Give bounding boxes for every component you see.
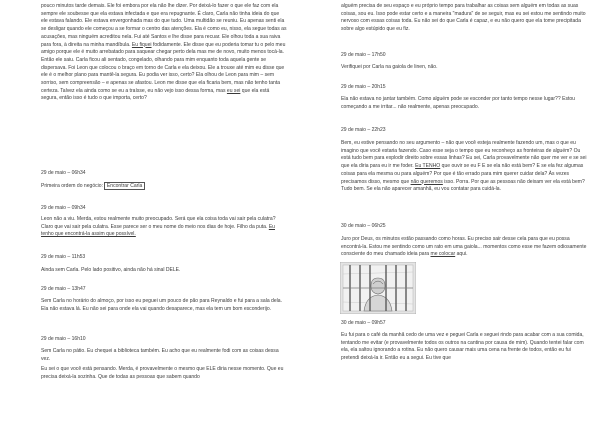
entry-text [41,366,287,381]
entry-date: 29 de maio – 17h50 [341,52,386,58]
entry-text [41,267,287,275]
entry-date: 29 de maio – 16h10 [41,336,86,342]
entry-date: 29 de maio – 20h15 [341,84,386,90]
intro-paragraph [341,3,587,34]
intro-paragraph [41,3,287,103]
entry-text [41,183,287,191]
underlined-text: me colocar [430,251,456,258]
text-run: Sem Carla no pátio. Eu chequei a biblioteca também. Eu acho que eu realmente fodi com as coisas dessa vez. [41,348,279,362]
text-run: Juro por Deus, os minutos estão passando como horas. Eu preciso sair desse cela para que eu possa encontrá-la. Estou me sentindo como um rato em uma gaiola... momentos como esse me fazem odiosamente consciente do meu chamado ideia para [341,236,587,258]
text-run: Verifiquei por Carla na gaiola de linen, não. [341,64,438,70]
text-run: alguém precisa de seu espaço e eu próprio tempo para trabalhar as coisas sem alguém em todas as suas coisas, sou eu. Isso pode estar certo e a maneira "madura" de se seguir, mas eu sei estou me sentindo muito nervoso com essas coisas toda. Eu não sei do que Carla é capaz, e eu não quero que ela tome precipitada sobre algo estúpido que eu fiz. [341,3,586,33]
text-run: Primeira ordem do negócio: [41,183,105,189]
entry-date: 30 de maio – 06h25 [341,223,386,229]
entry-text [41,298,287,313]
entry-text [41,348,287,363]
entry-text [341,96,587,111]
entry-text [41,216,287,239]
underlined-text: eu sei [226,87,241,94]
text-run: Ela não estava no jantar também. Como alguém pode se esconder por tanto tempo nesse lugar?? Estou começando a me irritar... não realmente, apenas preocupado. [341,96,575,110]
entry-date: 29 de maio – 09h34 [41,205,86,211]
text-run: pouco minutos tarde demais. Ele foi embora por ela não lhe dizer. Por deixá-lo fazer o que ele faz com ela sempre ele soubesse que ela estava infectada e que era repugnante. É claro, Carla não tinha ideia do que ele estava falando. Ele estava envergonhada mas do que tudo. Uma multidão se reuniu. Eu apenas senti ela se desligar quando ele começou a se formar o centro das atenções. Ela é como eu, nisso, ela segue todas as acusações, mas ninguém acreditou nela. Fui até Santos e lhe disse para recuar. Ele olhou toda a sua raiva para fora, à direita na minha mandíbula. [41,3,287,48]
underlined-text: Eu TENHO [415,163,441,170]
entry-text [341,64,587,72]
underlined-text: não queremos [410,178,443,185]
entry-date: 29 de maio – 11h53 [41,254,86,260]
text-run: que ouvir se eu F E se ela não está bem? E se ela fez algumas coisas para ela mesma ou para alguém? Por que é tão errado para mim querer cuidar dela? Às vezes precisamos disso, mesmo que [341,163,584,185]
right-page [300,0,600,424]
entry-text [341,236,587,259]
entry-date: 29 de maio – 22h23 [341,127,386,133]
text-run: que ela está segura, então isso é tudo o que importa, certo? [41,87,270,102]
entry-date: 29 de maio – 13h47 [41,286,86,292]
entry-date: 30 de maio – 09h57 [341,320,386,326]
text-run: aqui. [455,251,468,258]
sketch-illustration [340,262,416,314]
underlined-text: Eu tenho que encontrá-la assim que possível. [41,223,275,238]
entry-date: 29 de maio – 06h34 [41,170,86,176]
entry-text [341,332,587,363]
boxed-text: Encontrar Carla [104,182,144,190]
text-run: fodidamente. Ele disse que eu poderia tomar tu o pelo meu amigo porque ele é muito arrebatado para saquear chegar perto dela mas me de novo, muito menos tocá-la. Então ele saiu. Carla ficou ali sentado, congelado, olhando para mim enquanto toda aquela gente se dispersava. Foi Leon que colocou o braço em torno de Carla e ela deixou. Ele a trouxe até mim eu disse que ele é o melhor plano para mantê-la segura. Eu podia ver isso, certo? Ela olhou de Leon para mim – sem sorriso, sem compreensão – e apenas se afastou. Leon me disse que ela ficaria bem, mas não tenho tanta certeza. Talvez ela ainda como se eu a traísse, eu não vejo isso dessa forma, mas [41,41,286,94]
text-run: Eu fui para o café da manhã cedo de uma vez e peguei Carla e seguei rindo para acabar com a sua comida, tentando me evitar (e provavelmente todos os outros na cantina por causa de mim). Quando tentei falar com ela, ela saltou ignorando a rotina. Eu não quero causar mais uma cena na frente de todos, então eu fui pretendi deixá-la ir. Então eu a segui. Eu tive que [341,332,584,362]
underlined-text: Eu fiquei [131,41,152,48]
text-run: Eu sei o que você está pensando. Merda, é provavelmente o mesmo que ELE diria nesse momento. Que eu precisa deixá-la sozinha. Que de todas as pessoas que sabem quando [41,366,284,380]
text-run: Bem, eu estive pensando no seu argumento – não que você esteja realmente fazendo um, mas o que eu imagino que você estaria fazendo. Caso esse seja o tempo que eu reconheço as fronteiras de alguém? Ou está tudo bem para explodir direito sobre essas linhas? Eu sei, Carla provavelmente não quer me ver e se sei que ela diria para eu ir me foder. [341,140,587,170]
text-run: Ainda sem Carla. Pelo lado positivo, ainda não há sinal DELE. [41,267,181,273]
text-run: Sem Carla no horário do almoço, por isso eu peguei um pouco de pão para Reynaldo e fui para a sala dela. Ela não estava lá. Eu não sei para onde ela vai quando desaparece, mas ela tem um bom esconderijo. [41,298,282,312]
entry-text [341,140,587,194]
text-run: isso. Porra. Por que as pessoas não deixam ver ela está bem? Tudo bem. Se ela não aparecer amanhã, eu vou contatar para cuidá-la. [341,178,585,193]
text-run: Leon não a viu. Merda, estou realmente muito preocupado. Será que ela coisa toda vai sair pela culatra? Claro que vai sair pela culatra. Esse parece ser o meu nome do meio nos dias de hoje. Filho da puta. [41,216,276,230]
